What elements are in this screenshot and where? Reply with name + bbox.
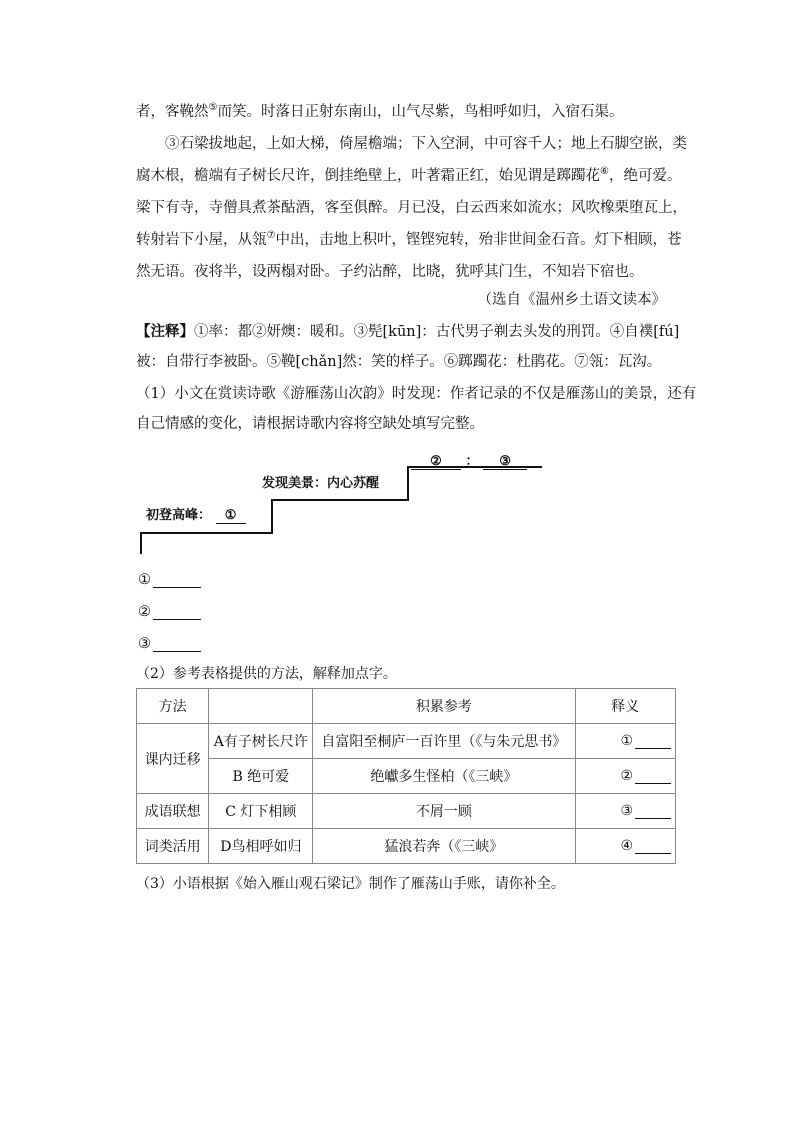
meaning-blank-4[interactable] [635,839,671,854]
stair-mid-label: 发现美景：内心苏醒 [262,476,380,491]
table-row [137,829,676,864]
passage-line-4: 转射岩下小屋，从瓴⑦中出，击地上积叶，铿铿宛转，殆非世间金石音。灯下相顾，苍 [136,230,682,248]
passage-line-1: ③石梁拔地起，上如大梯，倚屋檐端；下入空洞，中可容千人；地上石脚空嵌，类 [165,136,687,152]
answer-1: ① [138,572,201,588]
answer-2: ② [138,604,201,620]
question-3-text: （3）小语根据《始入雁山观石梁记》制作了雁荡山手账，请你补全。 [136,876,565,892]
stair-blank-1[interactable]: ① [216,508,246,524]
table-row [137,724,676,759]
cell-meaning: ② [575,759,676,794]
question-1-line-2: 自己情感的变化，请根据诗歌内容将空缺处填写完整。 [136,416,484,432]
question-1-line-1: （1）小文在赏读诗歌《游雁荡山次韵》时发现：作者记录的不仅是雁荡山的美景，还有 [136,386,697,402]
cell-meaning: ① [575,724,676,759]
header-ref: 积累参考 [313,689,575,724]
cell-word: D鸟相呼如归 [209,829,313,864]
notes-line-2: 被：自带行李被卧。⑤鞔[chǎn]然：笑的样子。⑥踯躅花：杜鹃花。⑦瓴：瓦沟。 [136,354,662,370]
table-row [137,759,676,794]
passage-line-5: 然无语。夜将半，设两榻对卧。子约沾醉，比晓，犹呼其门生，不知岩下宿也。 [136,264,644,280]
cell-ref: 绝巘多生怪柏（《三峡》 [313,759,575,794]
cell-method: 词类活用 [137,829,209,864]
stair-top-label: ② ： ③ [411,450,527,470]
notes-line-1: 【注释】①率：都②妍燠：暖和。③髡[kūn]：古代男子剃去头发的刑罚。④自襆[fú] [136,323,680,340]
stair-blank-3[interactable]: ③ [483,454,527,470]
stair-diagram [136,444,556,559]
cell-word: C 灯下相顾 [209,794,313,829]
cell-word: B 绝可爱 [209,759,313,794]
cell-word: A有子树长尺许 [209,724,313,759]
table-header-row [137,689,676,724]
meaning-blank-1[interactable] [635,734,671,749]
cell-meaning: ③ [575,794,676,829]
meaning-blank-2[interactable] [635,769,671,784]
cell-ref: 自富阳至桐庐一百许里（《与朱元思书》 [313,724,575,759]
header-word [209,689,313,724]
cell-method: 成语联想 [137,794,209,829]
passage-line-3: 梁下有寺，寺僧具煮茶酤酒，客至俱醉。月已没，白云西来如流水；风吹橡栗堕瓦上， [136,200,687,216]
passage-source: （选自《温州乡土语文读本》 [477,292,666,308]
passage-line-2: 腐木根，檐端有子树长尺许，倒挂绝壁上，叶著霜正红，始见谓是踯躅花⑥，绝可爱。 [136,166,682,184]
cell-method: 课内迁移 [137,724,209,794]
table-row [137,794,676,829]
answer-2-blank[interactable] [153,605,201,620]
stair-low-label: 初登高峰： ① [146,504,246,524]
reference-table [136,688,676,864]
answer-3: ③ [138,636,201,652]
stair-blank-2[interactable]: ② [411,454,461,470]
cell-ref: 不屑一顾 [313,794,575,829]
passage-line-0: 者，客鞔然⑤而笑。时落日正射东南山，山气尽紫，鸟相呼如归，入宿石渠。 [136,102,624,120]
cell-meaning: ④ [575,829,676,864]
answer-3-blank[interactable] [153,637,201,652]
meaning-blank-3[interactable] [635,804,671,819]
header-method: 方法 [137,689,209,724]
cell-ref: 猛浪若奔（《三峡》 [313,829,575,864]
answer-1-blank[interactable] [153,573,201,588]
question-2-title: （2）参考表格提供的方法，解释加点字。 [136,666,397,682]
header-meaning: 释义 [575,689,676,724]
